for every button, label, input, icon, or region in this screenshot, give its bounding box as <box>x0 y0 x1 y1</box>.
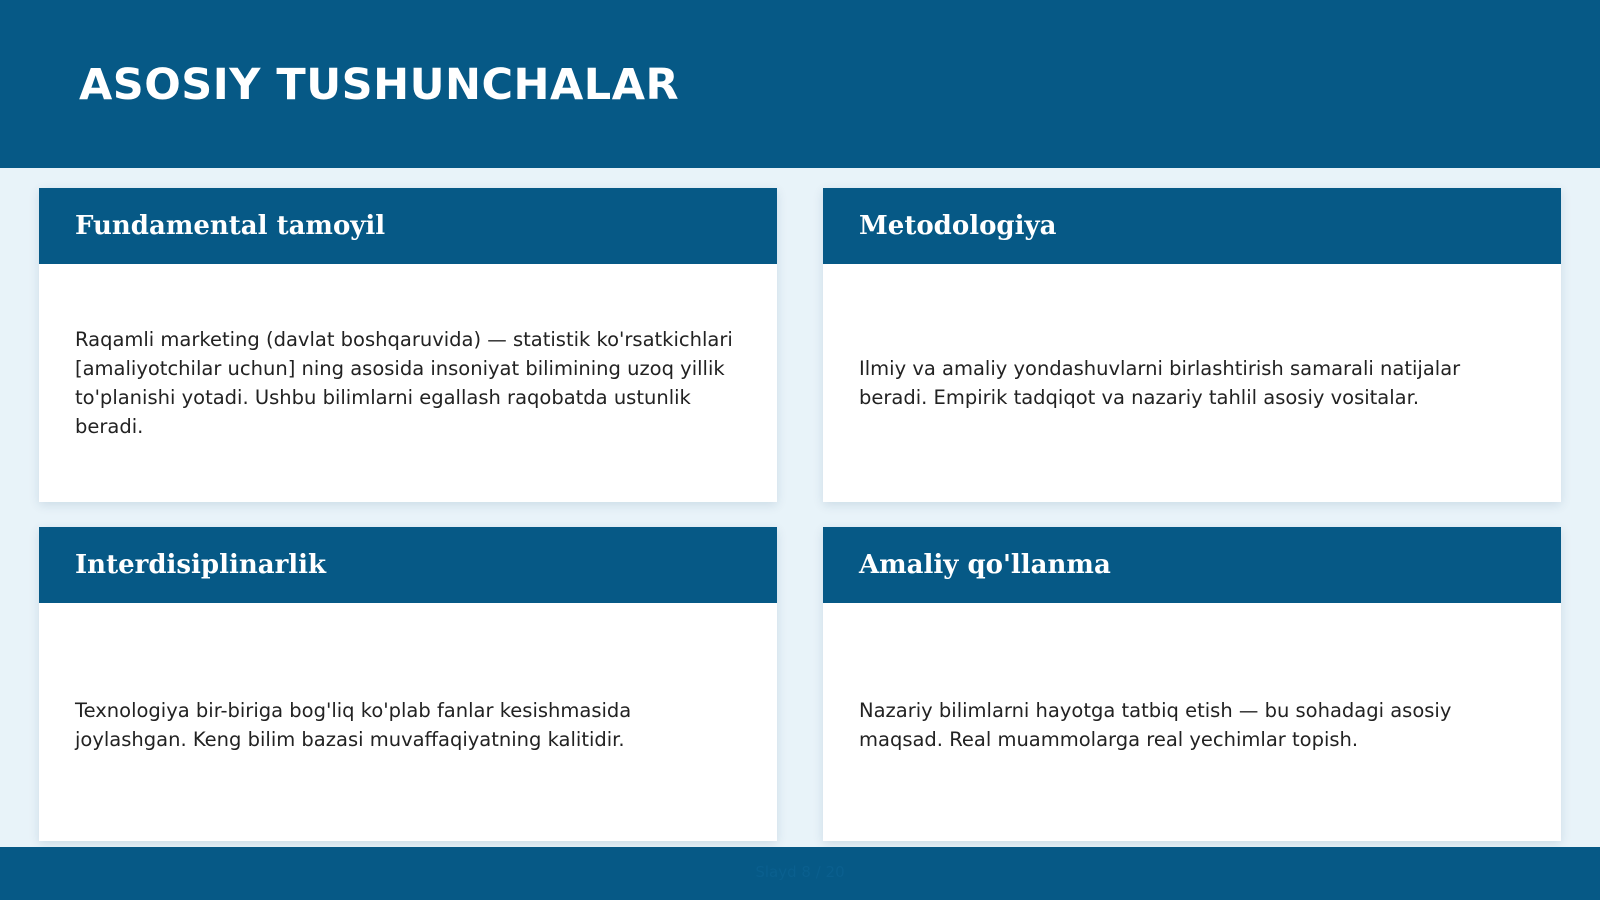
header-bar <box>0 0 1600 168</box>
card-title: Fundamental tamoyil <box>75 211 386 241</box>
card-title: Metodologiya <box>859 211 1057 241</box>
card-body <box>39 603 777 841</box>
card-practical-guide <box>823 527 1561 841</box>
slide-number: Slayd 8 / 20 <box>755 863 845 881</box>
card-header <box>39 527 777 603</box>
card-header <box>39 188 777 264</box>
card-text: Raqamli marketing (davlat boshqaruvida) — statistik ko'rsatkichlari [amaliyotchilar uchun] ning asosida insoniyat bilimining uzoq yillik to'planishi yotadi. Ushbu bilimlarni egallash raqobatda ustunlik beradi. <box>75 328 733 438</box>
slide-title: ASOSIY TUSHUNCHALAR <box>79 60 680 110</box>
card-methodology <box>823 188 1561 502</box>
card-header <box>823 527 1561 603</box>
card-title: Amaliy qo'llanma <box>859 550 1111 580</box>
card-interdisciplinary <box>39 527 777 841</box>
card-text: Texnologiya bir-biriga bog'liq ko'plab fanlar kesishmasida joylashgan. Keng bilim bazasi muvaffaqiyatning kalitidir. <box>75 699 632 751</box>
card-body <box>823 603 1561 841</box>
card-body <box>823 264 1561 502</box>
card-body <box>39 264 777 502</box>
card-title: Interdisiplinarlik <box>75 550 327 580</box>
card-text: Ilmiy va amaliy yondashuvlarni birlashtirish samarali natijalar beradi. Empirik tadqiqot va nazariy tahlil asosiy vositalar. <box>859 357 1461 409</box>
card-header <box>823 188 1561 264</box>
footer-bar <box>0 847 1600 900</box>
card-text: Nazariy bilimlarni hayotga tatbiq etish — bu sohadagi asosiy maqsad. Real muammolarga real yechimlar topish. <box>859 699 1452 751</box>
card-fundamental <box>39 188 777 502</box>
